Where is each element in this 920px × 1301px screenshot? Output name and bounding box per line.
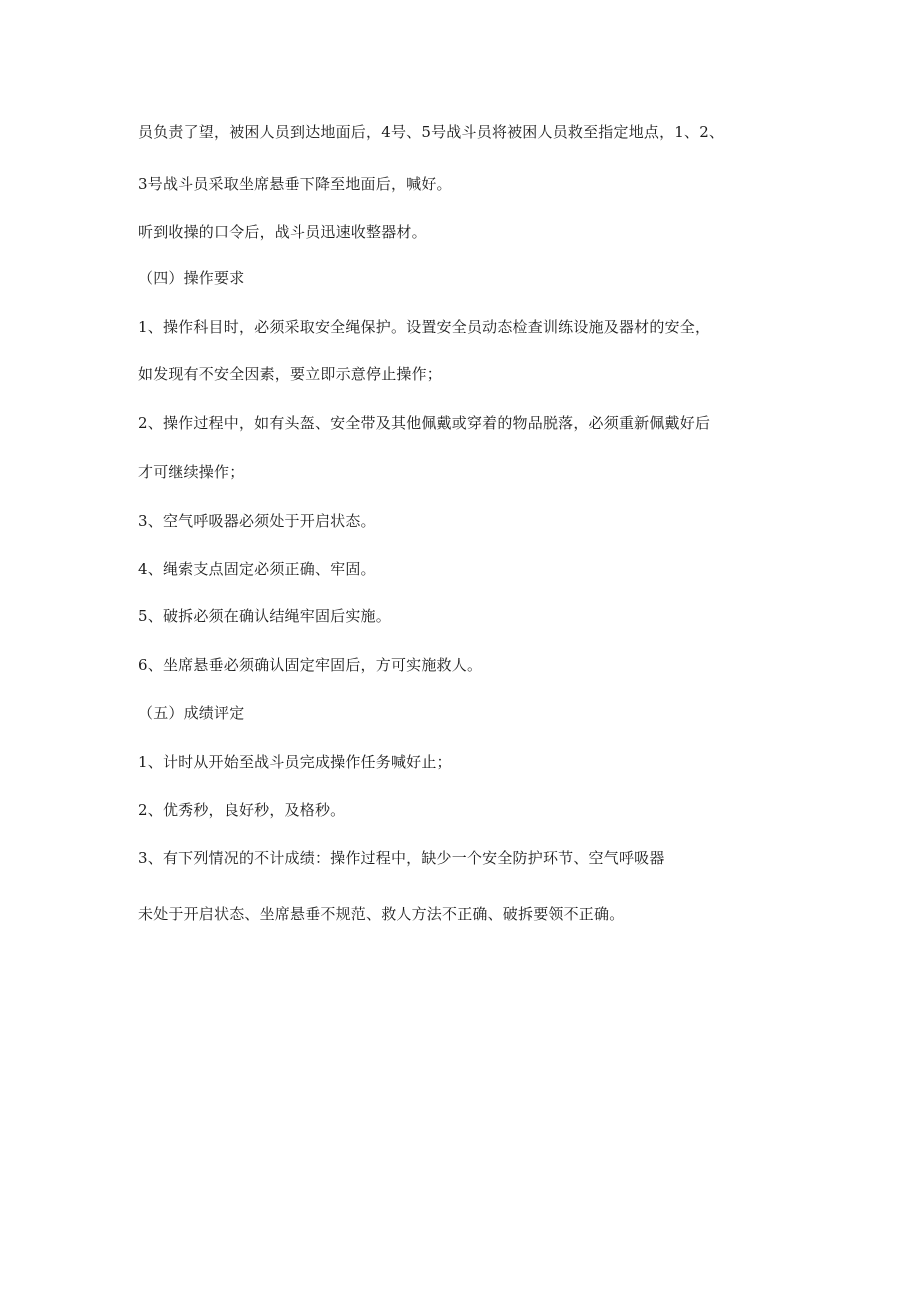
paragraph-line: 1、操作科目时，必须采取安全绳保护。设置安全员动态检查训练设施及器材的安全，	[138, 318, 711, 336]
paragraph-line: 5、破拆必须在确认结绳牢固后实施。	[138, 607, 391, 625]
paragraph-line: 未处于开启状态、坐席悬垂不规范、救人方法不正确、破拆要领不正确。	[138, 905, 625, 923]
paragraph-line: 员负责了望，被困人员到达地面后，4号、5号战斗员将被困人员救至指定地点，1、2、	[138, 123, 725, 141]
paragraph-line: 3号战斗员采取坐席悬垂下降至地面后，喊好。	[138, 175, 452, 193]
paragraph-line: 3、空气呼吸器必须处于开启状态。	[138, 512, 376, 530]
paragraph-line: 2、操作过程中，如有头盔、安全带及其他佩戴或穿着的物品脱落，必须重新佩戴好后	[138, 414, 711, 432]
section-heading: （五）成绩评定	[138, 704, 245, 722]
paragraph-line: 如发现有不安全因素，要立即示意停止操作；	[138, 365, 443, 383]
paragraph-line: 听到收操的口令后，战斗员迅速收整器材。	[138, 223, 427, 241]
paragraph-line: 4、绳索支点固定必须正确、牢固。	[138, 560, 376, 578]
paragraph-line: 2、优秀秒，良好秒，及格秒。	[138, 801, 346, 819]
paragraph-line: 6、坐席悬垂必须确认固定牢固后，方可实施救人。	[138, 656, 483, 674]
paragraph-line: 1、计时从开始至战斗员完成操作任务喊好止；	[138, 753, 452, 771]
paragraph-line: 3、有下列情况的不计成绩：操作过程中，缺少一个安全防护环节、空气呼吸器	[138, 849, 665, 867]
section-heading: （四）操作要求	[138, 269, 245, 287]
paragraph-line: 才可继续操作；	[138, 463, 245, 481]
